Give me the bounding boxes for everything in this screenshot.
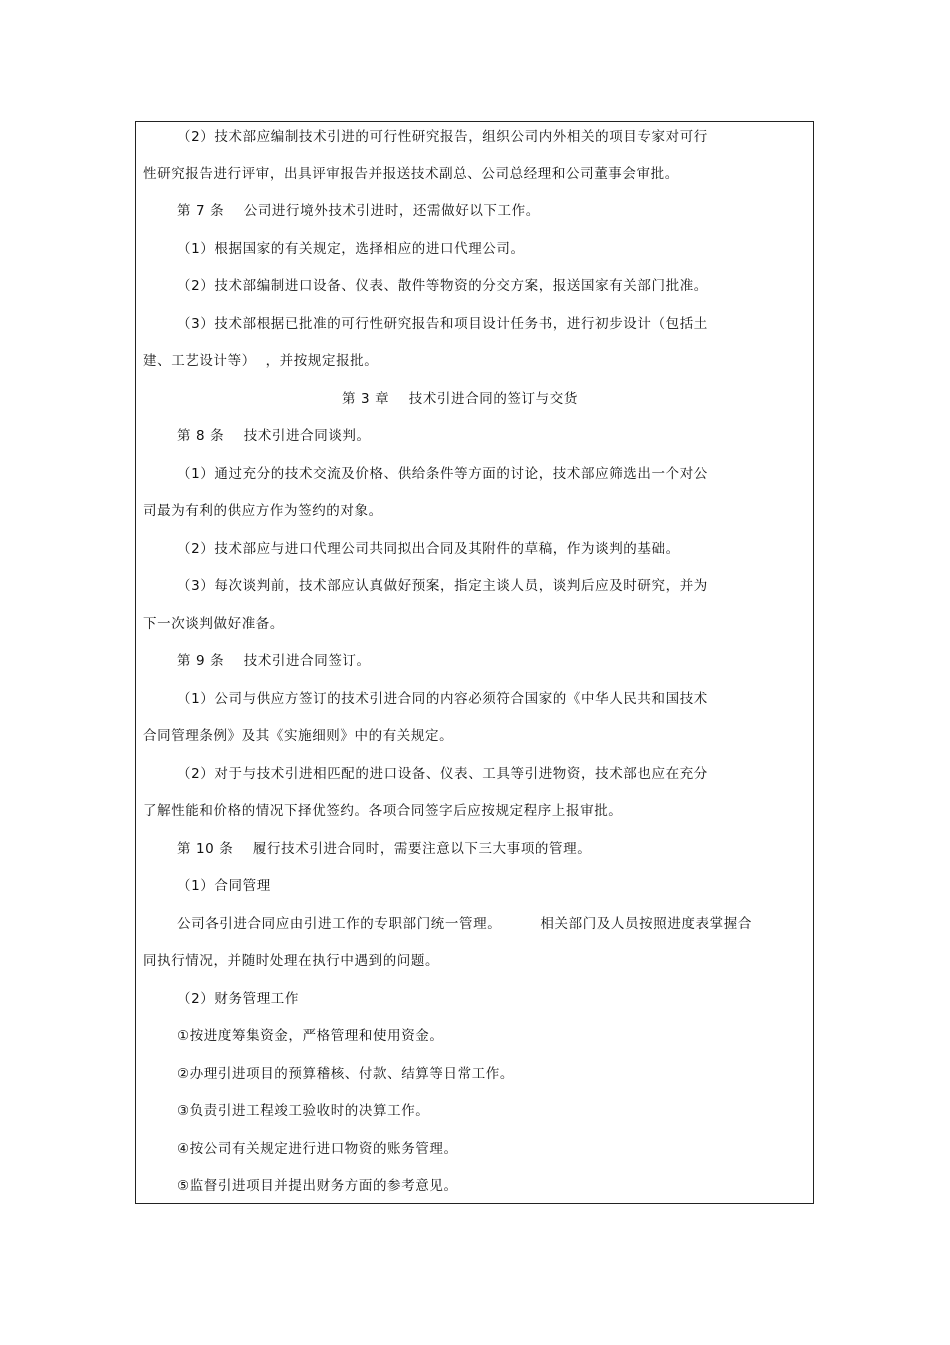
paragraph-line: （2）财务管理工作 — [177, 991, 299, 1007]
list-item: ③负责引进工程竣工验收时的决算工作。 — [177, 1103, 430, 1119]
list-item: ④按公司有关规定进行进口物资的账务管理。 — [177, 1141, 458, 1157]
article-heading: 第 7 条 公司进行境外技术引进时，还需做好以下工作。 — [177, 203, 540, 219]
paragraph-line: （2）技术部应与进口代理公司共同拟出合同及其附件的草稿，作为谈判的基础。 — [177, 541, 680, 557]
paragraph-line: 司最为有利的供应方作为签约的对象。 — [143, 503, 383, 519]
list-item: ②办理引进项目的预算稽核、付款、结算等日常工作。 — [177, 1066, 515, 1082]
paragraph-line: 下一次谈判做好准备。 — [143, 616, 284, 632]
article-heading: 第 10 条 履行技术引进合同时，需要注意以下三大事项的管理。 — [177, 841, 592, 857]
paragraph-line: 公司各引进合同应由引进工作的专职部门统一管理。 相关部门及人员按照进度表掌握合 — [177, 916, 752, 932]
article-heading: 第 9 条 技术引进合同签订。 — [177, 653, 371, 669]
chapter-heading: 第 3 章 技术引进合同的签订与交货 — [342, 391, 578, 407]
paragraph-line: 同执行情况，并随时处理在执行中遇到的问题。 — [143, 953, 440, 969]
article-heading: 第 8 条 技术引进合同谈判。 — [177, 428, 371, 444]
paragraph-line: （1）公司与供应方签订的技术引进合同的内容必须符合国家的《中华人民共和国技术 — [177, 691, 708, 707]
paragraph-line: （2）对于与技术引进相匹配的进口设备、仪表、工具等引进物资，技术部也应在充分 — [177, 766, 708, 782]
paragraph-line: （1）通过充分的技术交流及价格、供给条件等方面的讨论，技术部应筛选出一个对公 — [177, 466, 708, 482]
paragraph-line: 性研究报告进行评审，出具评审报告并报送技术副总、公司总经理和公司董事会审批。 — [143, 166, 679, 182]
paragraph-line: 建、工艺设计等） ，并按规定报批。 — [143, 353, 379, 369]
paragraph-line: 了解性能和价格的情况下择优签约。各项合同签字后应按规定程序上报审批。 — [143, 803, 623, 819]
paragraph-line: （2）技术部编制进口设备、仪表、散件等物资的分交方案，报送国家有关部门批准。 — [177, 278, 708, 294]
paragraph-line: （2）技术部应编制技术引进的可行性研究报告，组织公司内外相关的项目专家对可行 — [177, 129, 708, 145]
paragraph-line: 合同管理条例》及其《实施细则》中的有关规定。 — [143, 728, 454, 744]
paragraph-line: （1）根据国家的有关规定，选择相应的进口代理公司。 — [177, 241, 525, 257]
paragraph-line: （3）每次谈判前，技术部应认真做好预案，指定主谈人员，谈判后应及时研究，并为 — [177, 578, 708, 594]
paragraph-line: （1）合同管理 — [177, 878, 271, 894]
list-item: ①按进度筹集资金，严格管理和使用资金。 — [177, 1028, 444, 1044]
paragraph-line: （3）技术部根据已批准的可行性研究报告和项目设计任务书，进行初步设计（包括土 — [177, 316, 708, 332]
list-item: ⑤监督引进项目并提出财务方面的参考意见。 — [177, 1178, 458, 1194]
